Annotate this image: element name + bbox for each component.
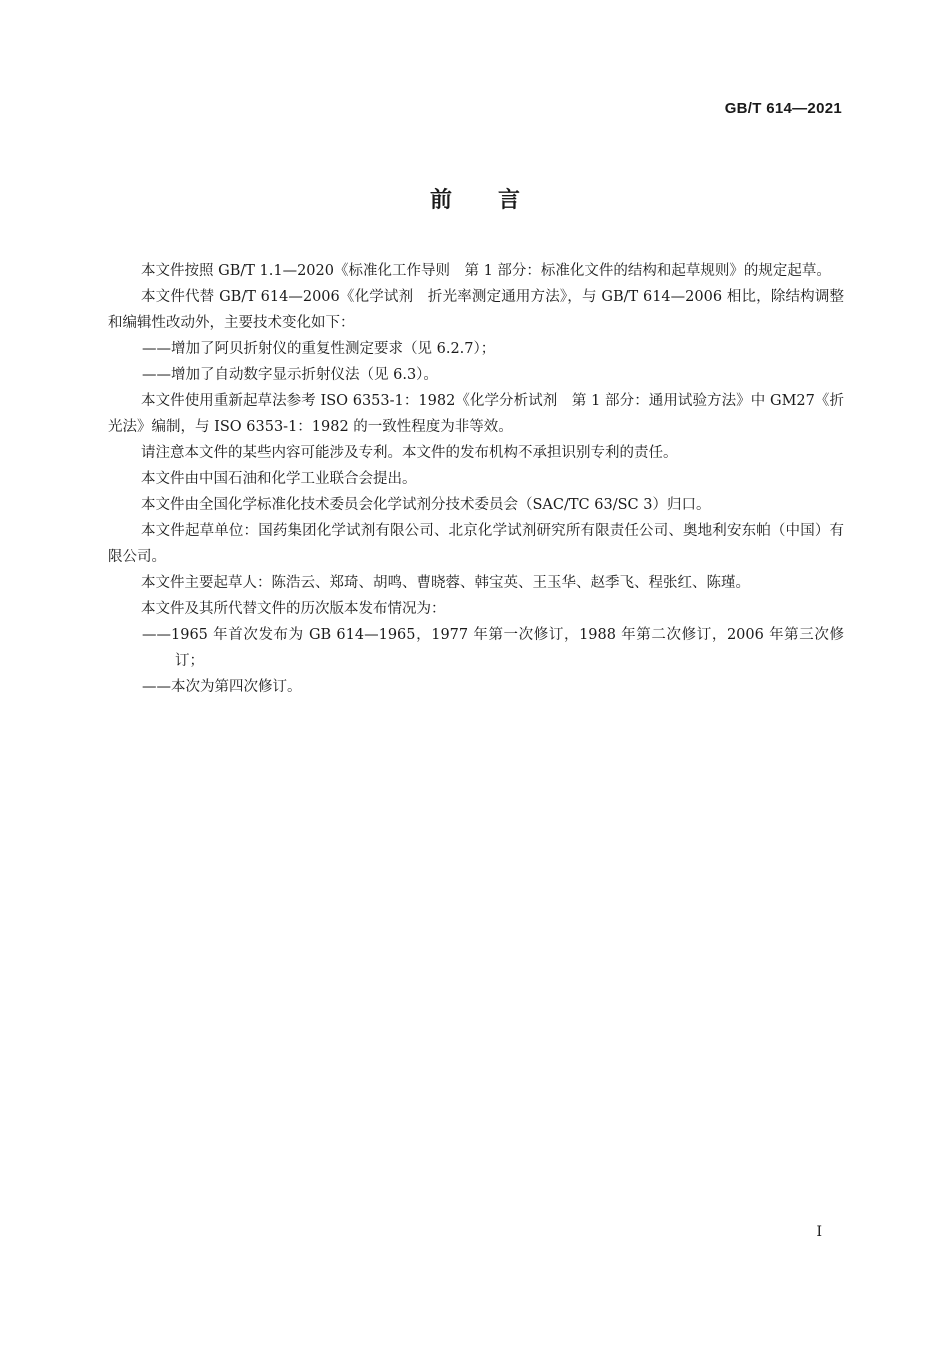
paragraph: 本文件主要起草人：陈浩云、郑琦、胡鸣、曹晓蓉、韩宝英、王玉华、赵季飞、程张红、陈瑾。 [141, 575, 750, 591]
page-title: 前言 [429, 188, 566, 213]
paragraph: 本文件由全国化学标准化技术委员会化学试剂分技术委员会（SAC/TC 63/SC 3）归口。 [141, 497, 711, 513]
list-item: ——1965 年首次发布为 GB 614—1965，1977 年第一次修订，1988 年第二次修订，2006 年第三次修订； [142, 627, 844, 669]
standard-number: GB/T 614—2021 [724, 100, 842, 117]
paragraph: 请注意本文件的某些内容可能涉及专利。本文件的发布机构不承担识别专利的责任。 [141, 445, 678, 461]
paragraph: 本文件代替 GB/T 614—2006《化学试剂 折光率测定通用方法》，与 GB/T 614—2006 相比，除结构调整和编辑性改动外，主要技术变化如下： [108, 289, 844, 331]
paragraph: 本文件按照 GB/T 1.1—2020《标准化工作导则 第 1 部分：标准化文件的结构和起草规则》的规定起草。 [141, 263, 831, 279]
paragraph: 本文件使用重新起草法参考 ISO 6353-1：1982《化学分析试剂 第 1 部分：通用试验方法》中 GM27《折光法》编制，与 ISO 6353-1：1982 的一致性程度为非等效。 [108, 393, 844, 435]
list-item: ——本次为第四次修订。 [142, 679, 302, 695]
list-item: ——增加了自动数字显示折射仪法（见 6.3）。 [142, 367, 438, 383]
list-item: ——增加了阿贝折射仪的重复性测定要求（见 6.2.7）； [142, 341, 496, 357]
foreword-body [108, 258, 844, 700]
paragraph: 本文件起草单位：国药集团化学试剂有限公司、北京化学试剂研究所有限责任公司、奥地利安东帕（中国）有限公司。 [108, 523, 844, 565]
paragraph: 本文件及其所代替文件的历次版本发布情况为： [141, 601, 446, 617]
paragraph: 本文件由中国石油和化学工业联合会提出。 [141, 471, 417, 487]
page-number: I [816, 1224, 822, 1240]
